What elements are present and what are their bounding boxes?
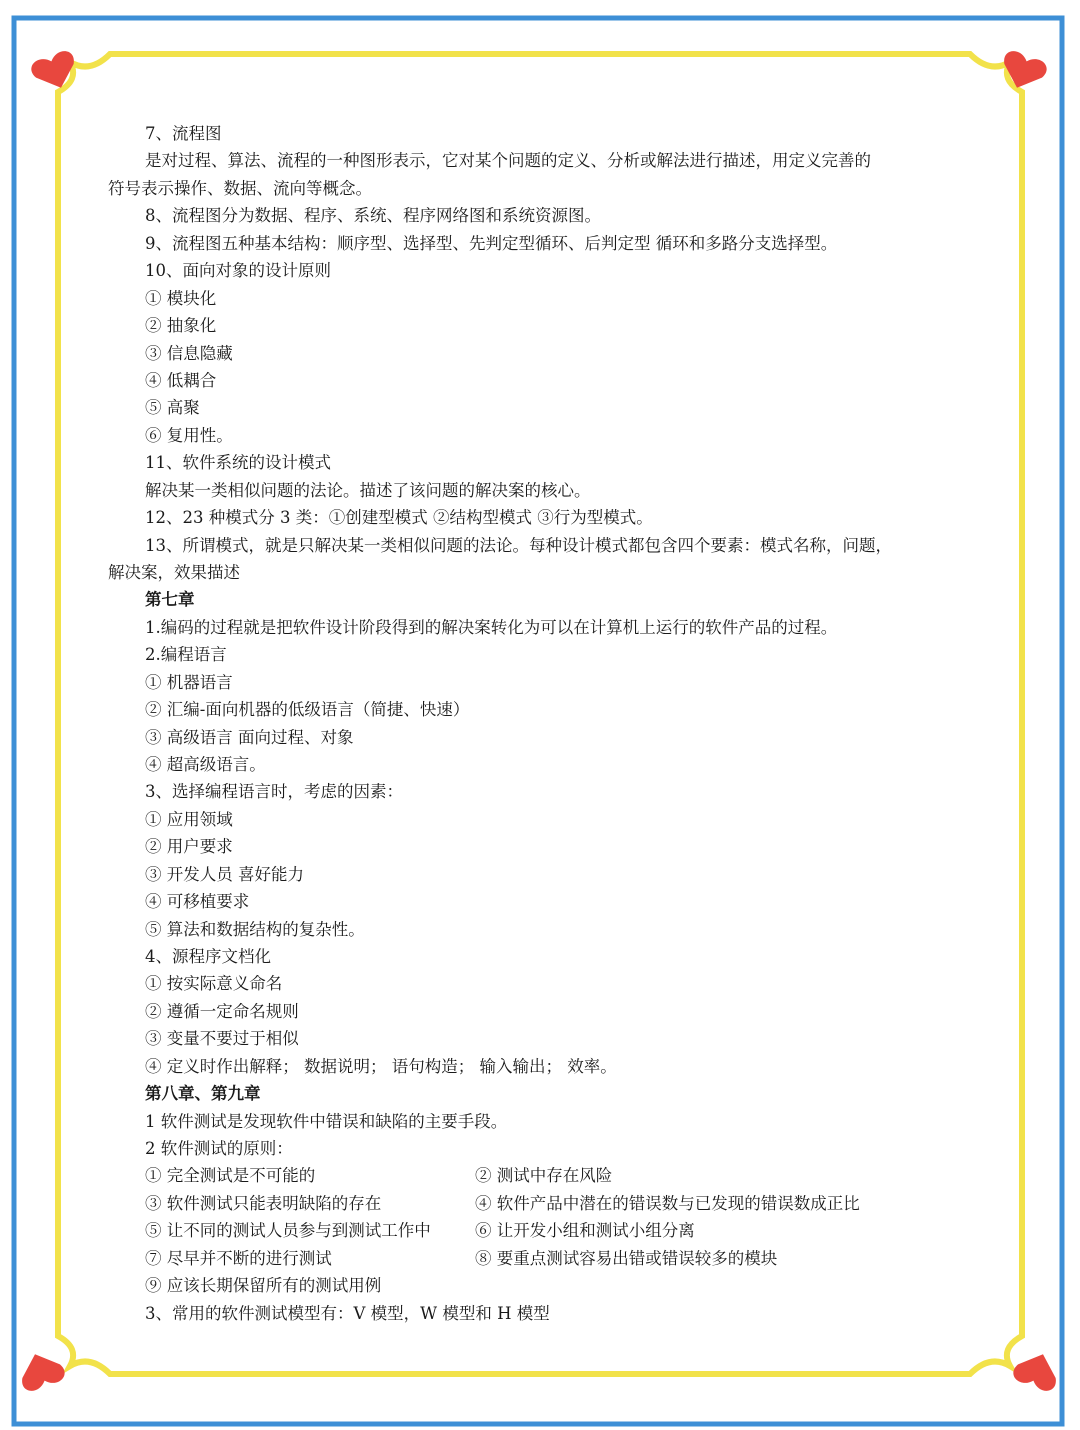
list-item: ⑧ 要重点测试容易出错或错误较多的模块: [475, 1249, 778, 1268]
list-item: ② 抽象化: [145, 316, 217, 335]
list-item: ② 遵循一定命名规则: [145, 1002, 299, 1021]
list-item: ④ 可移植要求: [145, 892, 250, 911]
list-item: ③ 高级语言 面向过程、对象: [145, 728, 354, 747]
list-item: ④ 定义时作出解释； 数据说明； 语句构造； 输入输出； 效率。: [145, 1057, 617, 1076]
heart-icon-bottom-right: [1011, 1347, 1064, 1394]
paragraph-line: 13、所谓模式，就是只解决某一类相似问题的法论。每种设计模式都包含四个要素：模式名称，问题，: [145, 536, 892, 555]
list-item: ③ 开发人员 喜好能力: [145, 865, 304, 884]
section-heading: 3、选择编程语言时，考虑的因素：: [145, 782, 403, 801]
paragraph-line: 是对过程、算法、流程的一种图形表示，它对某个问题的定义、分析或解法进行描述，用定义完善的: [145, 151, 871, 170]
list-item: ⑥ 让开发小组和测试小组分离: [475, 1221, 695, 1240]
list-item: ① 应用领域: [145, 810, 233, 829]
list-item: ⑦ 尽早并不断的进行测试: [145, 1249, 332, 1268]
list-item: ① 机器语言: [145, 673, 233, 692]
paragraph-line: 1 软件测试是发现软件中错误和缺陷的主要手段。: [145, 1112, 508, 1131]
list-item: ② 测试中存在风险: [475, 1166, 613, 1185]
list-item: ② 用户要求: [145, 837, 233, 856]
list-item: ⑤ 让不同的测试人员参与到测试工作中: [145, 1221, 431, 1240]
chapter-heading: 第八章、第九章: [145, 1084, 261, 1103]
list-item: ⑤ 算法和数据结构的复杂性。: [145, 920, 365, 939]
paragraph-line: 9、流程图五种基本结构：顺序型、选择型、先判定型循环、后判定型 循环和多路分支选择型。: [145, 234, 838, 253]
list-item: ⑥ 复用性。: [145, 426, 233, 445]
list-item: ③ 软件测试只能表明缺陷的存在: [145, 1194, 382, 1213]
list-item: ④ 超高级语言。: [145, 755, 266, 774]
section-heading: 2 软件测试的原则：: [145, 1139, 293, 1158]
list-item: ③ 变量不要过于相似: [145, 1029, 299, 1048]
heart-icon-bottom-left: [14, 1347, 67, 1394]
paragraph-line: 解决某一类相似问题的法论。描述了该问题的解决案的核心。: [145, 481, 591, 500]
list-item: ① 模块化: [145, 289, 217, 308]
paragraph-line: 解决案，效果描述: [108, 563, 240, 582]
section-heading: 2.编程语言: [145, 645, 227, 664]
list-item: ① 按实际意义命名: [145, 974, 283, 993]
list-item: ⑤ 高聚: [145, 398, 200, 417]
list-item: ① 完全测试是不可能的: [145, 1166, 316, 1185]
paragraph-line: 8、流程图分为数据、程序、系统、程序网络图和系统资源图。: [145, 206, 601, 225]
section-heading: 10、面向对象的设计原则: [145, 261, 331, 280]
paragraph-line: 1.编码的过程就是把软件设计阶段得到的解决案转化为可以在计算机上运行的软件产品的过程。: [145, 618, 838, 637]
paragraph-line: 3、常用的软件测试模型有：V 模型，W 模型和 H 模型: [145, 1304, 550, 1323]
section-heading: 11、软件系统的设计模式: [145, 453, 331, 472]
list-item: ④ 低耦合: [145, 371, 217, 390]
chapter-heading: 第七章: [145, 590, 195, 609]
paragraph-line: 12、23 种模式分 3 类：①创建型模式 ②结构型模式 ③行为型模式。: [145, 508, 653, 527]
list-item: ⑨ 应该长期保留所有的测试用例: [145, 1276, 382, 1295]
list-item: ③ 信息隐藏: [145, 344, 233, 363]
paragraph-line: 符号表示操作、数据、流向等概念。: [108, 179, 372, 198]
section-heading: 7、流程图: [145, 124, 222, 143]
list-item: ② 汇编-面向机器的低级语言（简捷、快速）: [145, 700, 470, 719]
list-item: ④ 软件产品中潜在的错误数与已发现的错误数成正比: [475, 1194, 860, 1213]
section-heading: 4、源程序文档化: [145, 947, 271, 966]
